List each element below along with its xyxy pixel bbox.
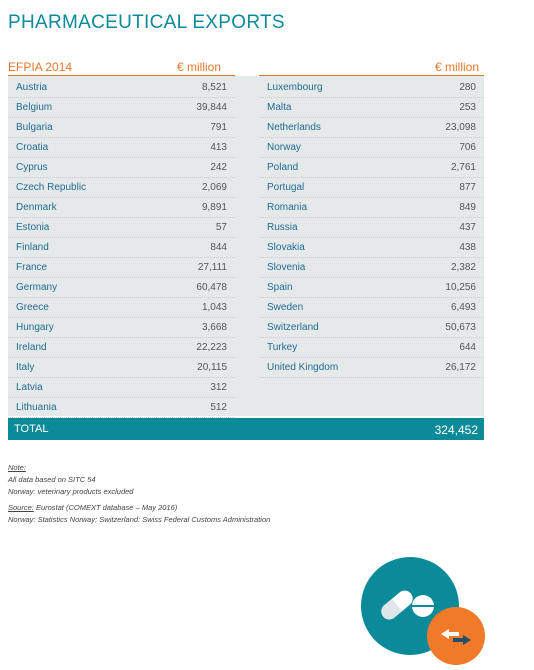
export-value: 437 xyxy=(459,222,476,233)
note-line-1: All data based on SITC 54 xyxy=(8,475,96,484)
table-row xyxy=(8,298,235,318)
country-name: Germany xyxy=(16,282,58,293)
country-name: Switzerland xyxy=(267,322,319,333)
table-row xyxy=(259,298,484,318)
country-name: Malta xyxy=(267,102,292,113)
export-value: 2,761 xyxy=(450,162,476,173)
table-row xyxy=(8,78,235,98)
table-row xyxy=(8,178,235,198)
export-value: 280 xyxy=(459,82,476,93)
country-name: Norway xyxy=(267,142,301,153)
country-name: United Kingdom xyxy=(267,362,339,373)
export-value: 57 xyxy=(215,222,227,233)
export-value: 877 xyxy=(459,182,476,193)
table-row xyxy=(8,358,235,378)
table-header-unit-left: € million xyxy=(177,60,222,74)
table-row xyxy=(8,258,235,278)
country-name: Slovakia xyxy=(267,242,305,253)
source-label: Source: xyxy=(8,503,34,512)
table-row xyxy=(8,338,235,358)
export-value: 6,493 xyxy=(450,302,476,313)
table-header-unit-right: € million xyxy=(435,60,480,74)
table-row xyxy=(259,338,484,358)
table-row xyxy=(259,318,484,338)
country-name: Italy xyxy=(16,362,35,373)
export-value: 849 xyxy=(459,202,476,213)
total-row xyxy=(8,418,484,440)
export-value: 9,891 xyxy=(201,202,227,213)
table-row xyxy=(259,98,484,118)
exchange-badge xyxy=(427,607,485,665)
note-label: Note: xyxy=(8,463,26,472)
table-row xyxy=(259,278,484,298)
table-row xyxy=(8,318,235,338)
country-name: Lithuania xyxy=(16,402,57,413)
table-row xyxy=(8,218,235,238)
total-value: 324,452 xyxy=(434,423,478,437)
country-name: Ireland xyxy=(16,342,47,353)
table-row xyxy=(8,158,235,178)
export-value: 644 xyxy=(459,342,476,353)
export-value: 8,521 xyxy=(201,82,227,93)
export-value: 512 xyxy=(210,402,227,413)
table-row xyxy=(8,238,235,258)
export-value: 312 xyxy=(210,382,227,393)
note-line-2: Norway: veterinary products excluded xyxy=(8,487,134,496)
country-name: Spain xyxy=(267,282,293,293)
export-value: 60,478 xyxy=(196,282,227,293)
table-row xyxy=(259,158,484,178)
table-row xyxy=(259,218,484,238)
page-title: PHARMACEUTICAL EXPORTS xyxy=(8,12,285,33)
total-label: TOTAL xyxy=(14,423,49,435)
country-name: Sweden xyxy=(267,302,304,313)
country-name: Portugal xyxy=(267,182,305,193)
country-name: Austria xyxy=(16,82,48,93)
table-column-right xyxy=(259,78,484,378)
table-row xyxy=(8,278,235,298)
table-row xyxy=(8,378,235,398)
export-value: 2,069 xyxy=(201,182,227,193)
country-name: Belgium xyxy=(16,102,53,113)
export-value: 438 xyxy=(459,242,476,253)
table-row xyxy=(8,118,235,138)
exchange-arrows-icon xyxy=(427,607,485,665)
country-name: Greece xyxy=(16,302,49,313)
country-name: Netherlands xyxy=(267,122,321,133)
table-column-left xyxy=(8,78,235,418)
table-row xyxy=(259,178,484,198)
export-value: 22,223 xyxy=(196,342,227,353)
table-row xyxy=(8,98,235,118)
export-value: 39,844 xyxy=(196,102,227,113)
country-name: Croatia xyxy=(16,142,49,153)
export-value: 413 xyxy=(210,142,227,153)
export-value: 791 xyxy=(210,122,227,133)
table-header-source: EFPIA 2014 xyxy=(8,60,73,74)
export-value: 253 xyxy=(459,102,476,113)
export-value: 26,172 xyxy=(445,362,476,373)
table-row xyxy=(8,398,235,418)
table-row xyxy=(259,78,484,98)
notes-block xyxy=(8,462,270,526)
country-name: Russia xyxy=(267,222,298,233)
country-name: Poland xyxy=(267,162,299,173)
country-name: Slovenia xyxy=(267,262,306,273)
export-value: 3,668 xyxy=(201,322,227,333)
export-value: 23,098 xyxy=(445,122,476,133)
export-value: 706 xyxy=(459,142,476,153)
table-row xyxy=(259,118,484,138)
export-value: 2,382 xyxy=(450,262,476,273)
table-row xyxy=(259,238,484,258)
country-name: Finland xyxy=(16,242,49,253)
country-name: Luxembourg xyxy=(267,82,323,93)
country-name: Denmark xyxy=(16,202,57,213)
source-line-2: Norway: Statistics Norway; Switzerland: Swiss Federal Customs Administration xyxy=(8,515,271,524)
country-name: Estonia xyxy=(16,222,50,233)
country-name: Latvia xyxy=(16,382,43,393)
source-line-1: Eurostat (COMEXT database – May 2016) xyxy=(33,503,178,512)
country-name: Turkey xyxy=(267,342,298,353)
table-row xyxy=(259,358,484,378)
country-name: Hungary xyxy=(16,322,54,333)
export-value: 242 xyxy=(210,162,227,173)
table-row xyxy=(8,138,235,158)
country-name: Romania xyxy=(267,202,308,213)
table-row xyxy=(259,138,484,158)
country-name: Cyprus xyxy=(16,162,48,173)
country-name: Bulgaria xyxy=(16,122,53,133)
export-value: 20,115 xyxy=(197,362,227,373)
country-name: Czech Republic xyxy=(16,182,87,193)
country-name: France xyxy=(16,262,48,273)
table-row xyxy=(259,258,484,278)
table-row xyxy=(8,198,235,218)
export-value: 27,111 xyxy=(197,262,227,273)
table-row xyxy=(259,198,484,218)
export-value: 1,043 xyxy=(201,302,227,313)
export-value: 10,256 xyxy=(445,282,476,293)
export-value: 50,673 xyxy=(445,322,476,333)
export-value: 844 xyxy=(210,242,227,253)
